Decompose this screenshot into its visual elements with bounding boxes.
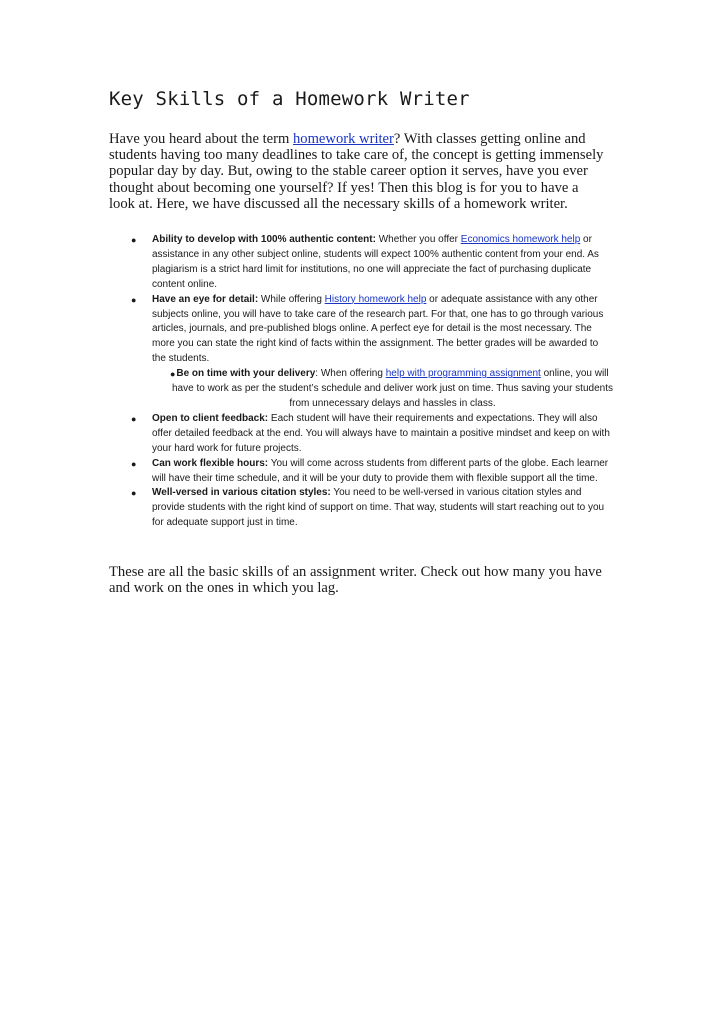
bullet-icon: ●: [131, 458, 137, 469]
skills-list: [131, 233, 614, 531]
skill-text: Each student will have their requirements and expectations. They will also offer detailed feedback at the end. You will always have to maintain a positive mindset and keep on with your hard work for future projects.: [152, 412, 610, 454]
sub-skill-text: online, you will have to work as per the student’s schedule and deliver work just on time. Thus saving your students from unnecessary delays and hassles in class.: [172, 368, 613, 409]
sub-skill-text: : When offering: [315, 368, 386, 380]
skill-text: or adequate assistance with any other subjects online, you will have to take care of the research part. For that, one has to go through various articles, journals, and pre-published blogs online. A perfect eye for detail is the most necessary. The more you can state the right kind of facts within the assignment. The better grades will be awarded to the students.: [152, 293, 604, 365]
sub-skill-item-on-time-delivery: [171, 367, 614, 412]
bullet-icon: ●: [170, 369, 176, 380]
bullet-icon: ●: [131, 235, 137, 245]
intro-text-rest: ? With classes getting online and students having too many deadlines to take care of, the concept is getting immensely popular day by day. But, owing to the stable career option it serves, have you ever thought about becoming one yourself? If yes! Then this blog is for you to have a look at. Here, we have discussed all the necessary skills of a homework writer.: [109, 131, 604, 212]
closing-paragraph: These are all the basic skills of an assignment writer. Check out how many you have and work on the ones in which you lag.: [109, 564, 602, 597]
skill-text: You need to be well-versed in various citation styles and provide students with the right kind of support on time. That way, students will start reaching out to you for adequate support just in time.: [152, 487, 605, 529]
skill-item-eye-for-detail: [131, 293, 614, 412]
programming-assignment-help-link[interactable]: help with programming assignment: [385, 368, 541, 380]
history-homework-help-link[interactable]: History homework help: [324, 293, 427, 305]
bullet-icon: ●: [131, 488, 137, 499]
skill-text: Whether you offer: [375, 234, 461, 245]
skill-item-client-feedback: [131, 412, 614, 457]
homework-writer-link[interactable]: homework writer: [292, 131, 394, 147]
intro-text-start: Have you heard about the term: [109, 131, 293, 147]
skill-heading: Ability to develop with 100% authentic content:: [152, 234, 376, 245]
bullet-icon: ●: [131, 413, 137, 424]
skill-heading: Well-versed in various citation styles:: [152, 487, 331, 499]
skill-item-citation-styles: [131, 486, 614, 531]
skill-text: While offering: [258, 293, 325, 305]
skill-text: or assistance in any other subject online, students will expect 100% authentic content from your end. As plagiarism is a strict hard limit for institutions, no one will appreciate the fact of purchasing duplicate content online.: [152, 234, 599, 290]
sub-skills-list: [152, 367, 614, 412]
skill-heading: Can work flexible hours:: [152, 457, 269, 469]
skill-heading: Have an eye for detail:: [152, 293, 259, 305]
skill-item-flexible-hours: [131, 457, 614, 487]
skill-heading: Open to client feedback:: [152, 412, 269, 424]
page-title: Key Skills of a Homework Writer: [109, 88, 470, 110]
sub-skill-heading: Be on time with your delivery: [176, 368, 316, 380]
skill-item-authentic-content: [131, 233, 614, 293]
economics-homework-help-link[interactable]: Economics homework help: [460, 234, 581, 245]
skill-text: You will come across students from different parts of the globe. Each learner will have their time schedule, and it will be your duty to provide them with flexible support all the time.: [152, 457, 609, 484]
intro-paragraph: [109, 131, 605, 212]
bullet-icon: ●: [131, 294, 137, 305]
